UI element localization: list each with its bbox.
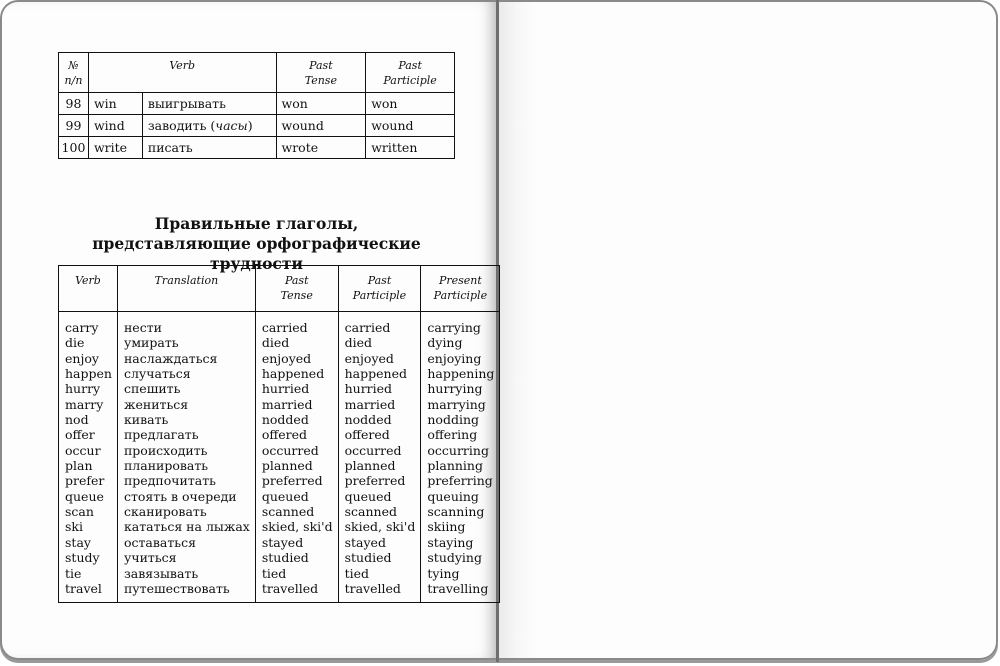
header-verb: Verb xyxy=(59,266,118,312)
row-past-tense: won xyxy=(276,93,366,115)
translation-note-close: ) xyxy=(247,118,253,133)
list-item: hurrying xyxy=(427,381,483,397)
table-header-row xyxy=(59,266,500,312)
list-item: scan xyxy=(65,504,94,520)
row-translation xyxy=(142,115,276,137)
row-verb: write xyxy=(88,137,142,159)
translation-text: заводить ( xyxy=(147,118,216,133)
list-item: nodded xyxy=(344,412,392,428)
list-item: prefer xyxy=(65,473,105,489)
list-item: die xyxy=(65,335,85,351)
header-past-participle xyxy=(338,266,421,312)
list-item: nodded xyxy=(261,412,309,428)
past-participle-column xyxy=(338,312,421,603)
list-item: travel xyxy=(65,580,102,596)
list-item: planned xyxy=(344,458,396,474)
list-item: carried xyxy=(261,320,308,335)
header-number xyxy=(59,53,89,93)
list-item: hurry xyxy=(65,381,101,397)
row-verb: win xyxy=(88,93,142,115)
list-item: occur xyxy=(65,442,101,458)
row-past-participle: wound xyxy=(366,115,455,137)
list-item: оставаться xyxy=(123,534,196,550)
header-past-participle-line2: Participle xyxy=(383,74,437,87)
list-item: offered xyxy=(344,427,390,443)
list-item: study xyxy=(65,550,100,566)
list-item: стоять в очереди xyxy=(123,488,237,504)
right-page xyxy=(498,0,998,660)
list-item: happen xyxy=(65,366,112,382)
translation-note: часы xyxy=(215,118,248,133)
list-item: кататься на лыжах xyxy=(123,519,250,535)
list-item: ski xyxy=(65,519,83,535)
list-item: queue xyxy=(65,488,104,504)
list-item: offer xyxy=(65,427,95,443)
list-item: stayed xyxy=(344,534,386,550)
list-item: спешить xyxy=(123,381,181,397)
list-item: married xyxy=(261,396,313,412)
section-title-line1: Правильные глаголы, xyxy=(154,214,359,233)
header-past-tense xyxy=(276,53,366,93)
header-translation: Translation xyxy=(117,266,255,312)
header-past-participle xyxy=(366,53,455,93)
list-item: studied xyxy=(344,550,392,566)
list-item: studied xyxy=(261,550,309,566)
table-row xyxy=(59,93,455,115)
list-item: preferred xyxy=(261,473,323,489)
list-item: scanned xyxy=(261,504,315,520)
header-past-participle-line1: Past xyxy=(367,274,392,287)
list-item: planning xyxy=(427,458,483,474)
list-item: жениться xyxy=(123,396,189,412)
list-item: plan xyxy=(65,458,93,474)
list-item: умирать xyxy=(123,335,179,351)
list-item: nod xyxy=(65,412,89,428)
list-item: enjoyed xyxy=(261,350,312,366)
translations-column xyxy=(117,312,255,603)
list-item: travelled xyxy=(261,580,319,596)
list-item: studying xyxy=(427,550,482,566)
list-item: enjoyed xyxy=(344,350,394,366)
list-item: tied xyxy=(344,565,370,581)
list-item: планировать xyxy=(123,458,209,474)
list-item: dying xyxy=(427,335,463,351)
list-item: queuing xyxy=(427,488,479,504)
list-item: staying xyxy=(427,534,474,550)
list-item: preferred xyxy=(344,473,406,489)
list-item: died xyxy=(261,335,290,351)
list-item: died xyxy=(344,335,373,351)
list-item: hurried xyxy=(261,381,310,397)
list-item: путешествовать xyxy=(123,580,230,596)
list-item: occurred xyxy=(344,442,402,458)
list-item: happened xyxy=(261,366,325,382)
header-past-tense-line2: Tense xyxy=(280,289,313,302)
header-past-participle-line2: Participle xyxy=(352,289,407,302)
table-header-row xyxy=(59,53,455,93)
list-item: наслаждаться xyxy=(123,350,218,366)
row-number: 98 xyxy=(59,93,89,115)
header-number-symbol: № xyxy=(68,59,79,72)
list-item: happened xyxy=(344,366,407,382)
list-item: offered xyxy=(261,427,308,443)
list-item: enjoying xyxy=(427,350,482,366)
list-item: кивать xyxy=(123,412,169,428)
list-item: carrying xyxy=(427,320,481,335)
list-item: завязывать xyxy=(123,565,199,581)
list-item: skied, ski'd xyxy=(261,519,333,535)
list-item: occurred xyxy=(261,442,319,458)
list-item: учиться xyxy=(123,550,177,566)
irregular-verbs-table-end xyxy=(58,52,455,159)
header-past-tense xyxy=(255,266,338,312)
header-verb: Verb xyxy=(88,53,276,93)
list-item: происходить xyxy=(123,442,208,458)
row-number: 100 xyxy=(59,137,89,159)
list-item: hurried xyxy=(344,381,393,397)
list-item: married xyxy=(344,396,396,412)
row-translation: выигрывать xyxy=(142,93,276,115)
header-past-participle-line1: Past xyxy=(398,59,422,72)
header-present-participle xyxy=(421,266,500,312)
list-item: нести xyxy=(123,320,162,335)
header-past-tense-line2: Tense xyxy=(304,74,337,87)
list-item: nodding xyxy=(427,412,480,428)
list-item: queued xyxy=(344,488,392,504)
list-item: travelling xyxy=(427,580,489,596)
list-item: enjoy xyxy=(65,350,99,366)
list-item: happening xyxy=(427,366,495,382)
row-past-tense: wound xyxy=(276,115,366,137)
table-row xyxy=(59,115,455,137)
list-item: occurring xyxy=(427,442,489,458)
list-item: stay xyxy=(65,534,91,550)
row-past-participle: won xyxy=(366,93,455,115)
list-item: предпочитать xyxy=(123,473,216,489)
list-item: marrying xyxy=(427,396,486,412)
list-item: tying xyxy=(427,565,460,581)
list-item: tied xyxy=(261,565,287,581)
list-item: preferring xyxy=(427,473,493,489)
row-number: 99 xyxy=(59,115,89,137)
table-body-row xyxy=(59,312,500,603)
header-present-participle-line1: Present xyxy=(438,274,482,287)
list-item: offering xyxy=(427,427,478,443)
list-item: planned xyxy=(261,458,313,474)
list-item: travelled xyxy=(344,580,401,596)
header-present-participle-line2: Participle xyxy=(433,289,488,302)
present-participle-column xyxy=(421,312,500,603)
table-row xyxy=(59,137,455,159)
list-item: marry xyxy=(65,396,104,412)
list-item: carried xyxy=(344,320,391,335)
list-item: tie xyxy=(65,565,82,581)
list-item: carry xyxy=(65,320,99,335)
list-item: queued xyxy=(261,488,309,504)
past-tense-column xyxy=(255,312,338,603)
list-item: случаться xyxy=(123,366,191,382)
header-past-tense-line1: Past xyxy=(309,59,333,72)
list-item: skiing xyxy=(427,519,466,535)
list-item: skied, ski'd xyxy=(344,519,416,535)
row-past-participle: written xyxy=(366,137,455,159)
verbs-column xyxy=(59,312,118,603)
row-translation: писать xyxy=(142,137,276,159)
regular-verbs-table xyxy=(58,265,500,603)
list-item: сканировать xyxy=(123,504,207,520)
list-item: предлагать xyxy=(123,427,199,443)
row-verb: wind xyxy=(88,115,142,137)
list-item: stayed xyxy=(261,534,304,550)
header-past-tense-line1: Past xyxy=(284,274,309,287)
header-number-sub: n/n xyxy=(64,74,83,87)
row-past-tense: wrote xyxy=(276,137,366,159)
section-title-line2: представляющие орфографические трудности xyxy=(92,234,421,273)
list-item: scanned xyxy=(344,504,397,520)
list-item: scanning xyxy=(427,504,485,520)
